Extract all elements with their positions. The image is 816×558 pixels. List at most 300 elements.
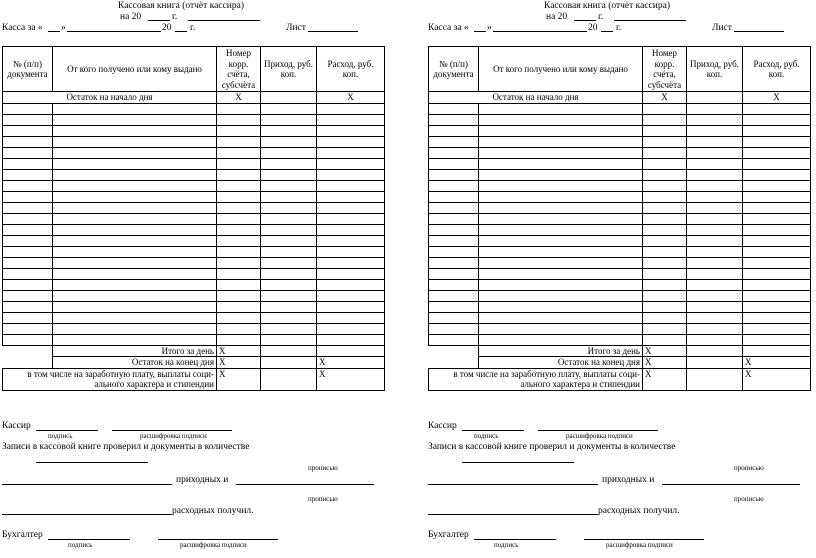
table-cell: [217, 279, 261, 290]
income-words-line: [662, 484, 800, 485]
total-mark: Х: [217, 345, 261, 357]
table-cell: [261, 202, 317, 213]
table-cell: [479, 334, 643, 345]
cashier-decode-caption: расшифровка подписи: [566, 432, 633, 440]
table-cell: [429, 147, 479, 158]
table-cell: [3, 246, 53, 257]
table-cell: [429, 125, 479, 136]
kassa-month-line: [493, 31, 587, 32]
table-row: [3, 257, 385, 268]
opening-label: Остаток на начало дня: [429, 92, 643, 104]
table-cell: [643, 334, 687, 345]
date-suffix: г.: [598, 12, 604, 22]
table-cell: [217, 312, 261, 323]
table-header-row: [3, 47, 385, 92]
table-cell: [53, 290, 217, 301]
cash-table: [2, 46, 385, 391]
table-row: [3, 323, 385, 334]
table-row: [3, 301, 385, 312]
table-cell: [53, 224, 217, 235]
table-cell: [479, 246, 643, 257]
table-row: [429, 312, 811, 323]
income-text: приходных и: [176, 475, 229, 485]
total-spacer: [3, 345, 53, 357]
sheet-title: Кассовая книга (отчёт кассира): [118, 1, 245, 11]
table-row: [3, 246, 385, 257]
table-cell: [53, 323, 217, 334]
accountant-signature-line: [474, 539, 556, 540]
table-cell: [261, 279, 317, 290]
table-cell: [743, 180, 811, 191]
kassa-month-line: [67, 31, 161, 32]
table-cell: [429, 246, 479, 257]
table-cell: [3, 323, 53, 334]
table-row: [429, 103, 811, 114]
cashier-signature-line: [462, 430, 524, 431]
table-row: [429, 202, 811, 213]
table-cell: [53, 257, 217, 268]
table-cell: [217, 323, 261, 334]
table-cell: [643, 268, 687, 279]
total-row: [429, 345, 811, 357]
including-mark-account: Х: [217, 368, 261, 390]
kassa-year-line: [175, 31, 187, 32]
closing-label: Остаток на конец дня: [479, 357, 643, 369]
table-cell: [479, 279, 643, 290]
expense-text: расходных получил.: [172, 506, 254, 516]
table-cell: [687, 114, 743, 125]
table-cell: [643, 114, 687, 125]
table-cell: [687, 334, 743, 345]
opening-income-cell: [261, 92, 317, 104]
table-cell: [687, 279, 743, 290]
table-cell: [317, 279, 385, 290]
cashier-signature-caption: подпись: [48, 432, 73, 440]
expense-count-line: [2, 514, 172, 515]
total-label: Итого за день: [53, 345, 217, 357]
in-words-caption-1: прописью: [308, 464, 338, 472]
col-doc-number: № (п/п) документа: [429, 47, 479, 92]
table-cell: [53, 114, 217, 125]
accountant-label: Бухгалтер: [428, 530, 469, 540]
table-row: [3, 147, 385, 158]
table-cell: [317, 180, 385, 191]
closing-mark-expense: Х: [743, 357, 811, 369]
date-suffix: г.: [172, 12, 178, 22]
table-cell: [643, 323, 687, 334]
table-cell: [261, 158, 317, 169]
date-year-line: [148, 20, 170, 21]
table-row: [3, 158, 385, 169]
table-cell: [687, 301, 743, 312]
sheet-title: Кассовая книга (отчёт кассира): [544, 1, 671, 11]
table-row: [429, 279, 811, 290]
table-cell: [743, 257, 811, 268]
table-cell: [429, 235, 479, 246]
table-cell: [687, 158, 743, 169]
table-cell: [317, 257, 385, 268]
income-text: приходных и: [602, 475, 655, 485]
total-income-cell: [687, 345, 743, 357]
table-cell: [3, 202, 53, 213]
table-cell: [743, 323, 811, 334]
table-cell: [687, 103, 743, 114]
including-label: в том числе на заработную плату, выплаты соци- ального характера и стипендии: [429, 368, 643, 390]
including-income-cell: [687, 368, 743, 390]
table-cell: [643, 147, 687, 158]
table-cell: [743, 202, 811, 213]
table-row: [429, 334, 811, 345]
table-row: [429, 224, 811, 235]
total-row: [3, 345, 385, 357]
closing-balance-row: [3, 357, 385, 369]
col-doc-number: № (п/п) документа: [3, 47, 53, 92]
closing-spacer: [429, 357, 479, 369]
accountant-label: Бухгалтер: [2, 530, 43, 540]
table-cell: [643, 235, 687, 246]
table-row: [3, 312, 385, 323]
table-cell: [53, 158, 217, 169]
table-row: [3, 213, 385, 224]
sheet-label: Лист: [712, 23, 732, 33]
table-cell: [317, 334, 385, 345]
including-income-cell: [261, 368, 317, 390]
table-cell: [217, 114, 261, 125]
table-cell: [53, 191, 217, 202]
accountant-signature-line: [48, 539, 130, 540]
including-row: [429, 368, 811, 390]
table-cell: [743, 268, 811, 279]
table-cell: [3, 158, 53, 169]
table-cell: [687, 213, 743, 224]
table-cell: [53, 202, 217, 213]
table-row: [429, 114, 811, 125]
opening-balance-row: [429, 92, 811, 104]
table-cell: [743, 136, 811, 147]
count-line: [462, 462, 574, 463]
income-words-line: [236, 484, 374, 485]
including-label: в том числе на заработную плату, выплаты соци- ального характера и стипендии: [3, 368, 217, 390]
cashier-decode-line: [112, 430, 232, 431]
date-day-line: [188, 20, 260, 21]
table-row: [3, 334, 385, 345]
closing-label: Остаток на конец дня: [53, 357, 217, 369]
table-cell: [687, 268, 743, 279]
table-cell: [479, 268, 643, 279]
col-account: Номер корр. счёта, субсчёта: [217, 47, 261, 92]
table-cell: [317, 312, 385, 323]
table-cell: [687, 147, 743, 158]
table-cell: [53, 103, 217, 114]
table-row: [429, 125, 811, 136]
sheet-number-line: [308, 31, 358, 32]
table-cell: [643, 136, 687, 147]
table-cell: [261, 323, 317, 334]
table-cell: [743, 191, 811, 202]
table-cell: [3, 290, 53, 301]
table-cell: [261, 114, 317, 125]
table-cell: [429, 224, 479, 235]
table-cell: [429, 114, 479, 125]
table-cell: [687, 312, 743, 323]
table-row: [3, 202, 385, 213]
table-cell: [429, 136, 479, 147]
table-cell: [317, 290, 385, 301]
table-cell: [479, 235, 643, 246]
table-cell: [643, 246, 687, 257]
cashier-label: Кассир: [428, 421, 457, 431]
table-cell: [317, 323, 385, 334]
including-mark-account: Х: [643, 368, 687, 390]
table-cell: [3, 103, 53, 114]
table-cell: [479, 158, 643, 169]
table-cell: [53, 169, 217, 180]
table-cell: [53, 213, 217, 224]
date-year-line: [574, 20, 596, 21]
table-cell: [429, 268, 479, 279]
total-expense-cell: [743, 345, 811, 357]
table-cell: [643, 169, 687, 180]
table-cell: [261, 180, 317, 191]
accountant-decode-line: [584, 539, 704, 540]
table-cell: [317, 158, 385, 169]
table-cell: [743, 147, 811, 158]
accountant-decode-caption: расшифровка подписи: [180, 541, 247, 549]
table-cell: [743, 235, 811, 246]
table-cell: [687, 180, 743, 191]
table-cell: [3, 279, 53, 290]
table-cell: [479, 224, 643, 235]
accountant-signature-caption: подпись: [494, 541, 519, 549]
table-cell: [743, 114, 811, 125]
opening-mark-expense: Х: [743, 92, 811, 104]
col-account: Номер корр. счёта, субсчёта: [643, 47, 687, 92]
table-cell: [53, 279, 217, 290]
table-cell: [743, 213, 811, 224]
including-mark-expense: Х: [743, 368, 811, 390]
total-mark: Х: [643, 345, 687, 357]
table-cell: [687, 290, 743, 301]
table-row: [3, 114, 385, 125]
date-prefix: на 20: [546, 12, 568, 22]
opening-mark-account: Х: [217, 92, 261, 104]
table-cell: [217, 191, 261, 202]
table-cell: [261, 191, 317, 202]
entry-rows: [429, 103, 811, 345]
kassa-label: Касса за «: [2, 23, 43, 33]
cash-table: [428, 46, 811, 391]
table-cell: [643, 279, 687, 290]
table-cell: [3, 125, 53, 136]
table-row: [429, 158, 811, 169]
table-cell: [479, 202, 643, 213]
cashier-label: Кассир: [2, 421, 31, 431]
cashier-signature-line: [36, 430, 98, 431]
table-cell: [261, 334, 317, 345]
table-cell: [217, 268, 261, 279]
table-cell: [643, 125, 687, 136]
table-cell: [429, 202, 479, 213]
table-cell: [53, 235, 217, 246]
accountant-signature-caption: подпись: [68, 541, 93, 549]
kassa-day-line: [48, 31, 60, 32]
table-cell: [217, 158, 261, 169]
table-row: [3, 279, 385, 290]
table-cell: [261, 235, 317, 246]
in-words-caption-1: прописью: [734, 464, 764, 472]
income-count-line: [2, 484, 172, 485]
including-mark-expense: Х: [317, 368, 385, 390]
check-text: Записи в кассовой книге проверил и документы в количестве: [428, 442, 676, 452]
kassa-year: 20: [162, 23, 172, 33]
expense-count-line: [428, 514, 598, 515]
table-cell: [687, 257, 743, 268]
table-cell: [429, 169, 479, 180]
cash-book-sheet-left: [2, 0, 388, 558]
sheet-label: Лист: [286, 23, 306, 33]
col-expense: Расход, руб. коп.: [317, 47, 385, 92]
table-cell: [643, 257, 687, 268]
cashier-decode-caption: расшифровка подписи: [140, 432, 207, 440]
table-cell: [479, 125, 643, 136]
table-cell: [687, 202, 743, 213]
table-cell: [217, 147, 261, 158]
kassa-day-line: [474, 31, 486, 32]
table-cell: [643, 213, 687, 224]
table-cell: [3, 224, 53, 235]
table-cell: [687, 169, 743, 180]
table-cell: [479, 191, 643, 202]
table-cell: [317, 213, 385, 224]
table-cell: [479, 180, 643, 191]
table-cell: [743, 246, 811, 257]
cashier-signature-caption: подпись: [474, 432, 499, 440]
table-cell: [261, 169, 317, 180]
cashier-decode-line: [538, 430, 658, 431]
table-row: [3, 169, 385, 180]
table-cell: [429, 213, 479, 224]
table-cell: [261, 224, 317, 235]
kassa-label: Касса за «: [428, 23, 469, 33]
table-cell: [317, 235, 385, 246]
table-row: [3, 136, 385, 147]
table-row: [3, 290, 385, 301]
table-cell: [643, 202, 687, 213]
opening-label: Остаток на начало дня: [3, 92, 217, 104]
table-cell: [429, 191, 479, 202]
closing-income-cell: [261, 357, 317, 369]
table-cell: [429, 180, 479, 191]
date-prefix: на 20: [120, 12, 142, 22]
table-row: [429, 268, 811, 279]
table-cell: [217, 301, 261, 312]
table-cell: [687, 136, 743, 147]
table-cell: [317, 103, 385, 114]
table-cell: [643, 103, 687, 114]
table-row: [429, 290, 811, 301]
table-row: [3, 191, 385, 202]
in-words-caption-2: прописью: [308, 495, 338, 503]
table-cell: [643, 191, 687, 202]
table-cell: [317, 147, 385, 158]
table-cell: [217, 257, 261, 268]
table-cell: [479, 257, 643, 268]
table-cell: [261, 213, 317, 224]
closing-spacer: [3, 357, 53, 369]
entry-rows: [3, 103, 385, 345]
table-cell: [687, 191, 743, 202]
table-cell: [53, 180, 217, 191]
table-cell: [217, 202, 261, 213]
table-cell: [217, 136, 261, 147]
table-cell: [687, 323, 743, 334]
table-cell: [261, 312, 317, 323]
table-cell: [317, 136, 385, 147]
table-cell: [429, 158, 479, 169]
table-cell: [479, 312, 643, 323]
sheet-number-line: [734, 31, 784, 32]
table-cell: [743, 103, 811, 114]
table-cell: [317, 246, 385, 257]
table-row: [3, 224, 385, 235]
table-row: [3, 180, 385, 191]
table-cell: [261, 136, 317, 147]
table-cell: [217, 180, 261, 191]
table-cell: [429, 323, 479, 334]
table-row: [429, 136, 811, 147]
table-cell: [53, 268, 217, 279]
table-cell: [687, 125, 743, 136]
table-header-row: [429, 47, 811, 92]
table-cell: [53, 301, 217, 312]
table-cell: [217, 125, 261, 136]
table-cell: [261, 268, 317, 279]
table-cell: [479, 323, 643, 334]
table-cell: [687, 235, 743, 246]
table-cell: [743, 158, 811, 169]
table-row: [3, 103, 385, 114]
table-cell: [429, 312, 479, 323]
table-cell: [261, 257, 317, 268]
table-cell: [217, 169, 261, 180]
count-line: [36, 462, 148, 463]
table-cell: [217, 213, 261, 224]
table-cell: [3, 301, 53, 312]
table-cell: [429, 257, 479, 268]
table-cell: [687, 224, 743, 235]
closing-mark-expense: Х: [317, 357, 385, 369]
table-row: [429, 301, 811, 312]
table-cell: [3, 147, 53, 158]
table-cell: [479, 301, 643, 312]
table-cell: [217, 103, 261, 114]
table-row: [429, 191, 811, 202]
table-cell: [479, 136, 643, 147]
table-cell: [3, 180, 53, 191]
table-cell: [317, 202, 385, 213]
accountant-decode-caption: расшифровка подписи: [606, 541, 673, 549]
col-income: Приход, руб. коп.: [261, 47, 317, 92]
table-cell: [3, 257, 53, 268]
opening-income-cell: [687, 92, 743, 104]
table-row: [429, 246, 811, 257]
table-cell: [643, 180, 687, 191]
table-row: [3, 268, 385, 279]
total-income-cell: [261, 345, 317, 357]
table-cell: [743, 312, 811, 323]
table-cell: [217, 246, 261, 257]
table-cell: [643, 158, 687, 169]
